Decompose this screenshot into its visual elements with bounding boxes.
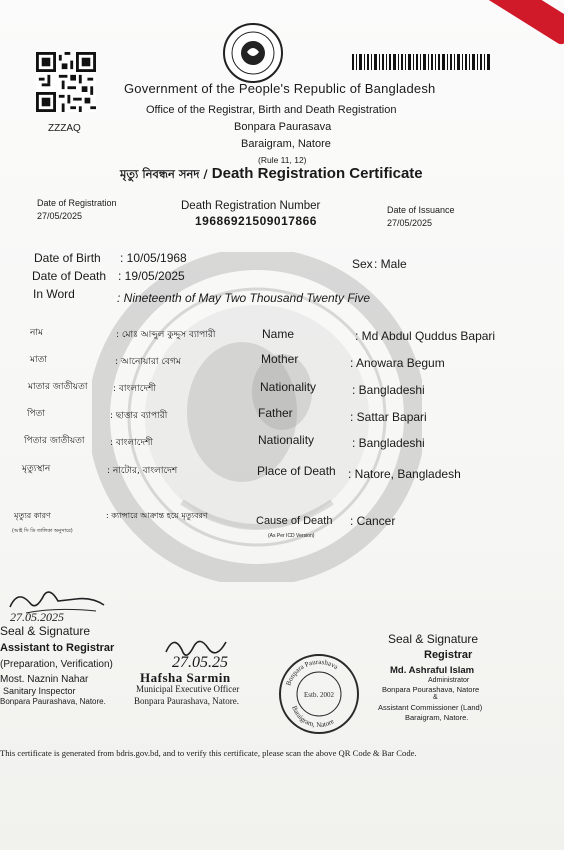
- left-designation: Sanitary Inspector: [3, 686, 76, 696]
- right-office-2: Baraigram, Natore.: [405, 713, 469, 722]
- office-name: Office of the Registrar, Birth and Death Registration: [146, 104, 397, 116]
- name-en-label: Name: [262, 327, 295, 341]
- left-role: Assistant to Registrar: [0, 642, 115, 654]
- dod-value: : 19/05/2025: [118, 269, 185, 283]
- qr-code: [36, 52, 96, 112]
- cause-en-label: Cause of Death: [256, 515, 333, 527]
- mother-nationality-bn-label: মাতার জাতীয়তা: [28, 382, 88, 392]
- government-name: Government of the People's Republic of Bangladesh: [124, 81, 436, 96]
- date-of-registration-value: 27/05/2025: [37, 211, 83, 221]
- cause-en-note: (As Per ICD Version): [268, 533, 315, 539]
- mother-nationality-en-value: : Bangladeshi: [352, 383, 425, 397]
- seal-bottom-text: Baraigram, Natore: [290, 704, 336, 730]
- place-of-death-bn-value: : নাটোর, বাংলাদেশ: [107, 466, 178, 476]
- barcode: [352, 54, 492, 70]
- seal-center-text: Estb. 2002: [304, 691, 334, 699]
- father-nationality-en-value: : Bangladeshi: [352, 436, 425, 450]
- right-designation: Administrator: [428, 677, 470, 684]
- date-of-issuance-value: 27/05/2025: [387, 218, 433, 228]
- rule-reference: (Rule 11, 12): [258, 155, 307, 165]
- father-nationality-en-label: Nationality: [258, 433, 315, 447]
- qr-code-label: ZZZAQ: [48, 123, 81, 134]
- name-en-value: : Md Abdul Quddus Bapari: [355, 329, 496, 343]
- place-of-death-en-value: : Natore, Bangladesh: [348, 467, 461, 481]
- in-word-value: : Nineteenth of May Two Thousand Twenty Five: [117, 291, 371, 305]
- seal-top-text: Bonpara Paurashava: [284, 657, 340, 687]
- right-designation-2: Assistant Commissioner (Land): [378, 703, 483, 712]
- right-ampersand: &: [433, 694, 438, 701]
- sex-label: Sex: [352, 257, 373, 271]
- mother-en-label: Mother: [261, 352, 299, 366]
- mother-bn-label: মাতা: [30, 355, 47, 365]
- left-signature-date: 27.05.2025: [10, 610, 64, 624]
- dob-value: : 10/05/1968: [120, 251, 187, 265]
- left-role-sub: (Preparation, Verification): [0, 659, 113, 670]
- middle-signature-date: 27.05.25: [172, 654, 228, 671]
- father-bn-label: পিতা: [27, 409, 46, 419]
- title-english: Death Registration Certificate: [211, 165, 423, 182]
- mother-bn-value: : আনোয়ারা বেগম: [115, 357, 181, 367]
- right-name: Md. Ashraful Islam: [390, 665, 475, 676]
- government-emblem: [222, 22, 284, 84]
- father-en-value: : Sattar Bapari: [350, 410, 427, 424]
- place-of-death-bn-label: মৃত্যুস্থান: [22, 464, 51, 474]
- certificate-title: [120, 165, 423, 185]
- middle-office: Bonpara Paurashava, Natore.: [134, 696, 239, 706]
- office-location: Baraigram, Natore: [241, 138, 331, 150]
- cause-en-value: : Cancer: [350, 514, 396, 528]
- father-nationality-bn-label: পিতার জাতীয়তা: [24, 436, 85, 446]
- cause-bn-label: মৃত্যুর কারণ: [14, 511, 51, 520]
- dob-label: Date of Birth: [34, 251, 101, 265]
- left-seal-title: Seal & Signature: [0, 624, 91, 638]
- round-seal: [278, 653, 360, 735]
- middle-designation: Municipal Executive Officer: [136, 684, 240, 694]
- registration-number-value: 19686921509017866: [195, 214, 317, 228]
- red-pen-decoration: [478, 0, 564, 46]
- dod-label: Date of Death: [32, 269, 107, 283]
- date-of-issuance-label: Date of Issuance: [387, 205, 455, 215]
- father-bn-value: : ছাত্তার ব্যাপারী: [110, 411, 168, 421]
- paurasava-name: Bonpara Paurasava: [234, 121, 332, 133]
- mother-en-value: : Anowara Begum: [350, 356, 445, 370]
- date-of-registration-label: Date of Registration: [37, 198, 117, 208]
- name-bn-value: : মোঃ আব্দুল কুদ্দুস ব্যাপারী: [116, 330, 216, 340]
- mother-nationality-en-label: Nationality: [260, 380, 317, 394]
- mother-nationality-bn-value: : বাংলাদেশী: [113, 384, 156, 394]
- in-word-label: In Word: [33, 287, 75, 301]
- right-role: Registrar: [424, 649, 473, 661]
- title-bangla: মৃত্যু নিবন্ধন সনদ /: [120, 167, 208, 181]
- cause-bn-note: (আই সি ডি তালিকা অনুসারে): [12, 528, 73, 534]
- sex-value: : Male: [374, 257, 407, 271]
- footer-note: This certificate is generated from bdris.gov.bd, and to verify this certificate, please scan the above QR Code & Bar Code.: [0, 748, 417, 758]
- father-en-label: Father: [258, 406, 293, 420]
- registration-number-label: Death Registration Number: [181, 200, 321, 212]
- left-office: Bonpara Paurashava, Natore.: [0, 697, 106, 706]
- place-of-death-en-label: Place of Death: [257, 464, 336, 478]
- cause-bn-value: : ক্যান্সারে আক্রান্ত হয়ে মৃত্যুবরণ: [106, 511, 208, 520]
- name-bn-label: নাম: [30, 328, 43, 338]
- father-nationality-bn-value: : বাংলাদেশী: [110, 438, 153, 448]
- left-name: Most. Naznin Nahar: [0, 674, 89, 685]
- right-seal-title: Seal & Signature: [388, 632, 479, 646]
- right-office: Bonpara Pourashava, Natore: [382, 685, 480, 694]
- middle-name: Hafsha Sarmin: [140, 670, 231, 685]
